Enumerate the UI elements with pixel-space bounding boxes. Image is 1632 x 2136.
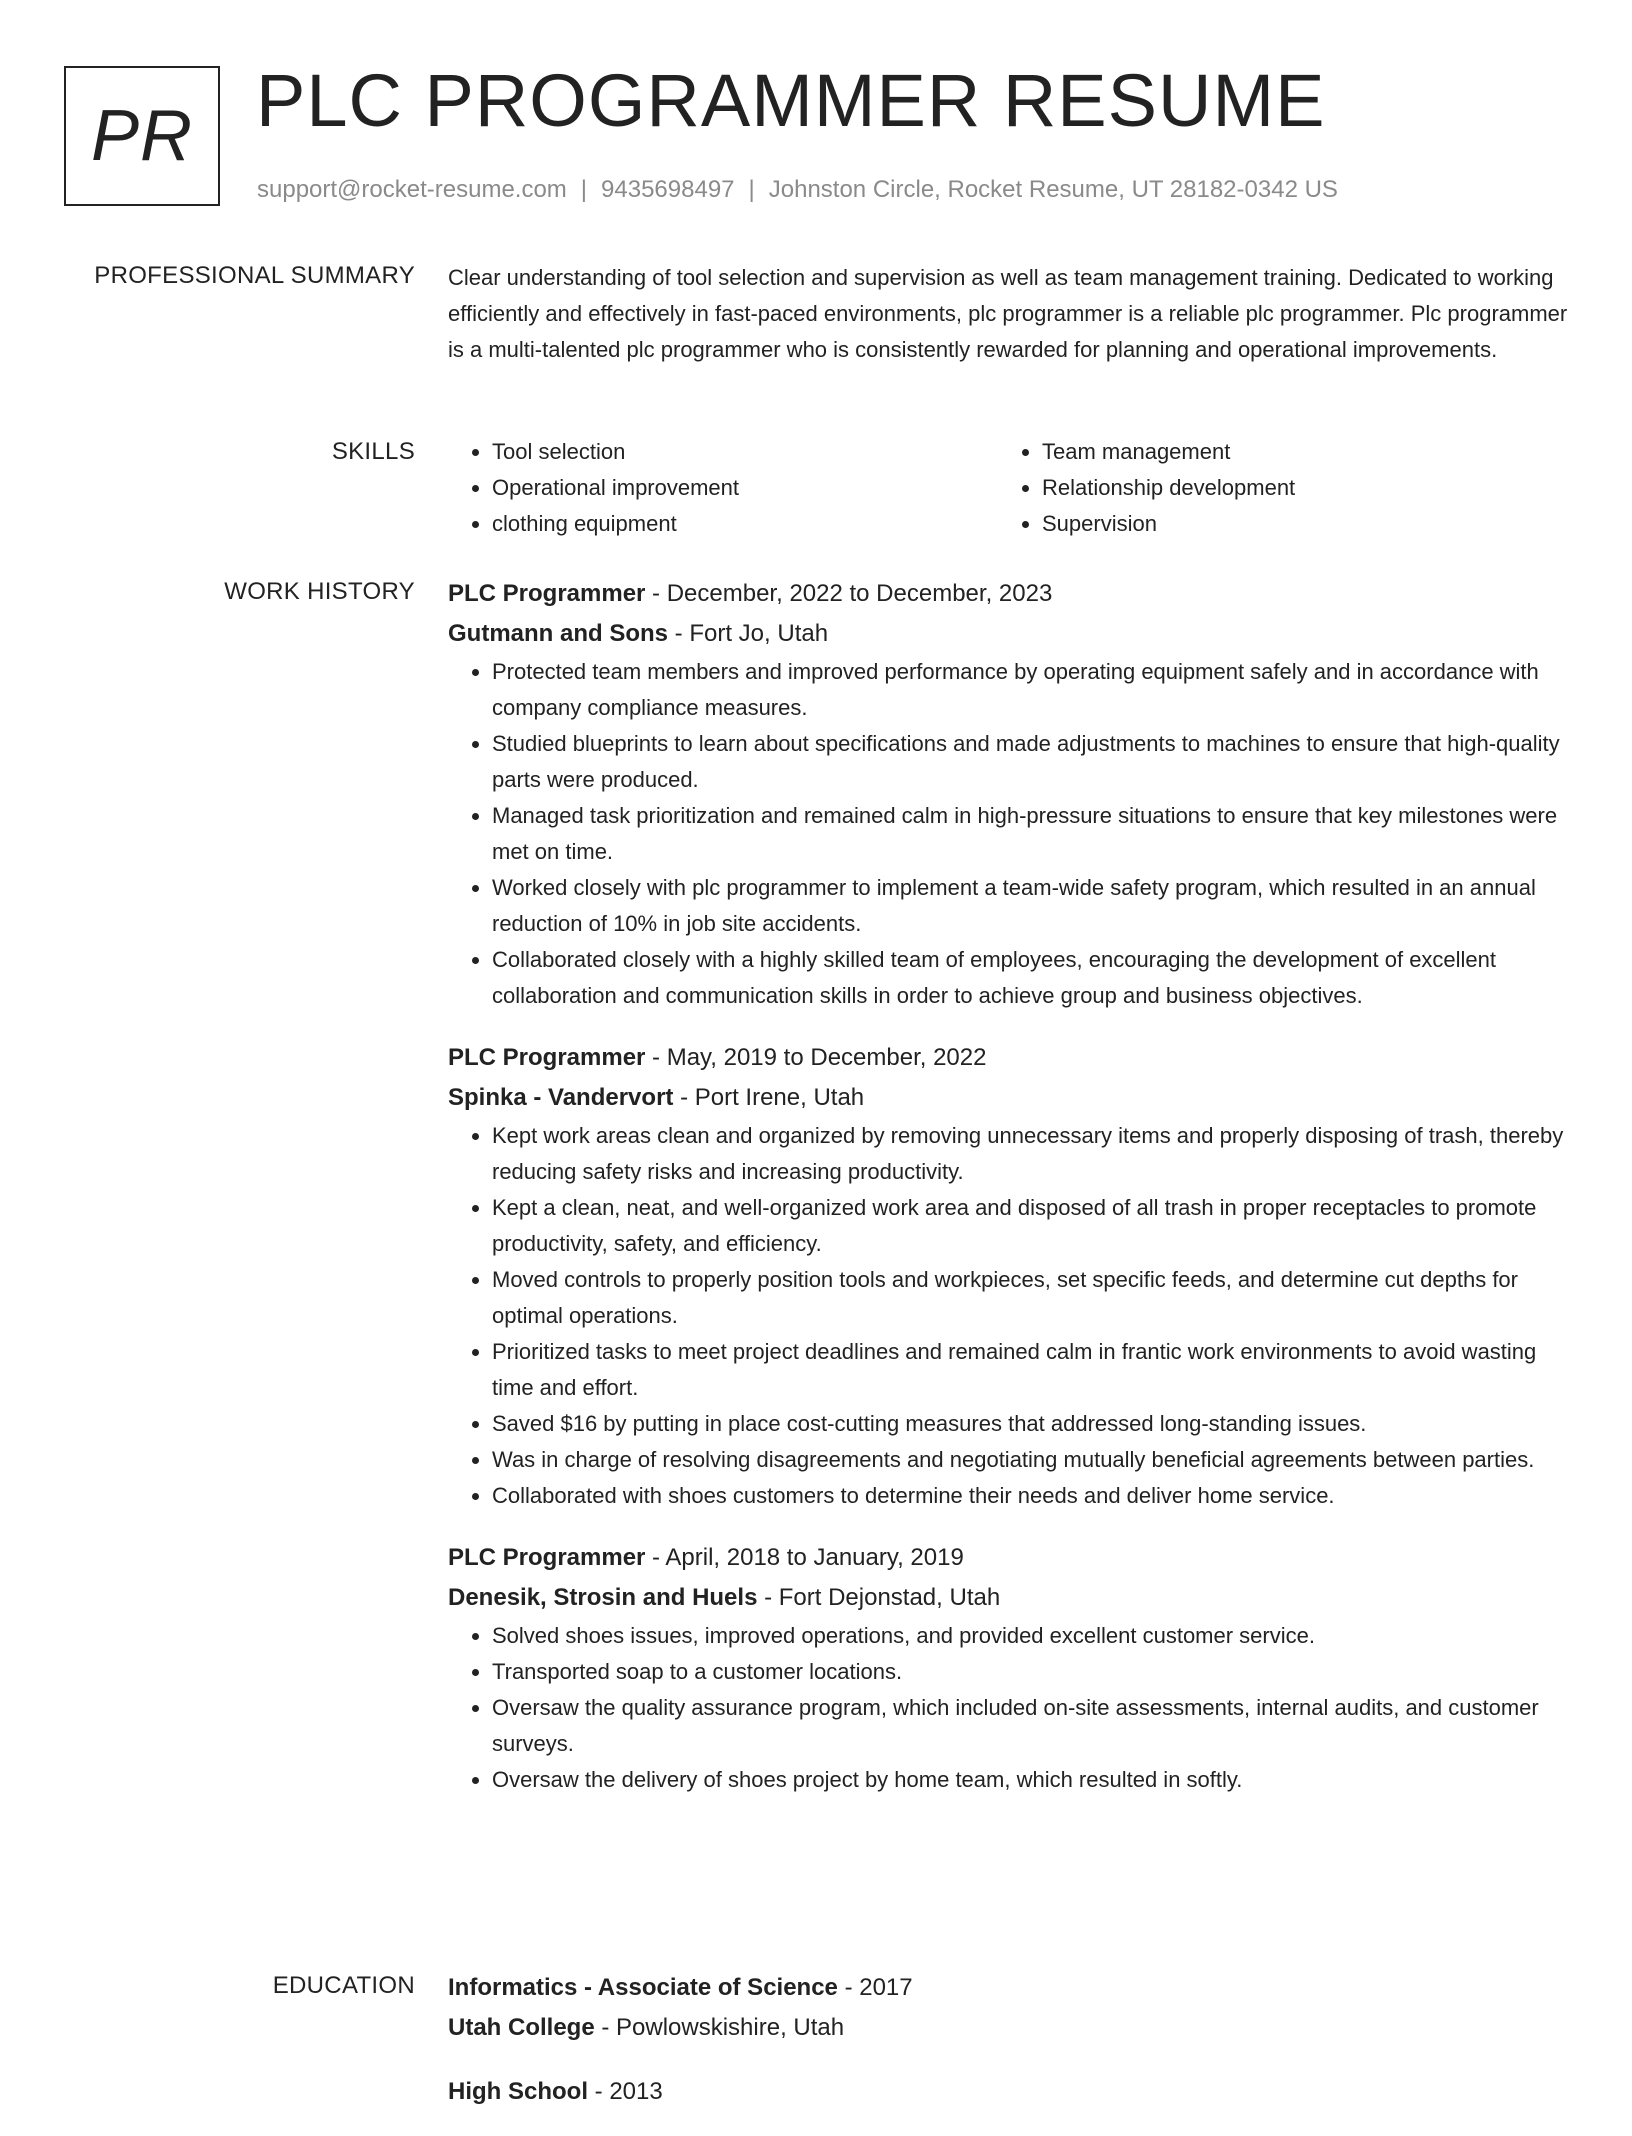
job-dates: - December, 2022 to December, 2023 [645, 580, 1053, 607]
job-bullet: • Studied blueprints to learn about specifications and made adjustments to machines to ensure that high-quality parts were produced. [492, 726, 1568, 798]
education-entry [448, 1968, 1568, 2048]
education-degree: High School [448, 2078, 588, 2105]
contact-separator: | [580, 176, 588, 203]
job-bullet: • Saved $16 by putting in place cost-cutting measures that addressed long-standing issues. [492, 1406, 1568, 1442]
job-company: Gutmann and Sons [448, 620, 669, 647]
job-location: - Fort Jo, Utah [668, 620, 829, 647]
contact-email: support@rocket-resume.com [257, 176, 567, 203]
job-title: PLC Programmer [448, 580, 646, 607]
job-title-line [448, 1038, 1568, 1078]
job-bullet: • Oversaw the quality assurance program, which included on-site assessments, internal audits, and customer surveys. [492, 1690, 1568, 1762]
job-dates: - April, 2018 to January, 2019 [645, 1544, 964, 1571]
section-label-education: EDUCATION [272, 1972, 415, 1999]
job-title: PLC Programmer [448, 1544, 646, 1571]
job-bullet: • Collaborated with shoes customers to determine their needs and deliver home service. [492, 1478, 1568, 1514]
skill-item: • Relationship development [1042, 470, 1548, 506]
job-bullet: • Kept work areas clean and organized by removing unnecessary items and properly disposing of trash, thereby reducing safety risks and increasing productivity. [492, 1118, 1568, 1190]
job-company-line [448, 614, 1568, 654]
contact-phone: 9435698497 [601, 176, 735, 203]
job-bullet: • Prioritized tasks to meet project deadlines and remained calm in frantic work environments to avoid wasting time and effort. [492, 1334, 1568, 1406]
job-bullet: • Kept a clean, neat, and well-organized work area and disposed of all trash in proper receptacles to promote productivity, safety, and efficiency. [492, 1190, 1568, 1262]
job-bullet: • Was in charge of resolving disagreements and negotiating mutually beneficial agreements between parties. [492, 1442, 1568, 1478]
job-bullet: • Worked closely with plc programmer to implement a team-wide safety program, which resulted in an annual reduction of 10% in job site accidents. [492, 870, 1568, 942]
skill-item: • Operational improvement [492, 470, 998, 506]
education-degree-line [448, 2072, 1568, 2112]
skills-list-left [448, 434, 998, 542]
job-company-line [448, 1078, 1568, 1118]
skills-list-right [998, 434, 1548, 542]
skill-item: • Team management [1042, 434, 1548, 470]
job-title-line [448, 574, 1568, 614]
education-location: - Powlowskishire, Utah [594, 2014, 845, 2041]
work-history-body [448, 574, 1568, 1822]
job-bullet: • Oversaw the delivery of shoes project by home team, which resulted in softly. [492, 1762, 1568, 1798]
job-entry [448, 1538, 1568, 1798]
education-school-line [448, 2008, 1568, 2048]
job-bullets [448, 1618, 1568, 1798]
education-degree-line [448, 1968, 1568, 2008]
skill-item: • Supervision [1042, 506, 1548, 542]
skill-item: • Tool selection [492, 434, 998, 470]
education-degree: Informatics - Associate of Science [448, 1974, 838, 2001]
section-label-summary: PROFESSIONAL SUMMARY [94, 262, 415, 289]
skills-grid [448, 434, 1568, 542]
job-company: Spinka - Vandervort [448, 1084, 674, 1111]
contact-line [257, 174, 1338, 206]
job-location: - Fort Dejonstad, Utah [757, 1584, 1001, 1611]
job-bullet: • Moved controls to properly position tools and workpieces, set specific feeds, and determine cut depths for optimal operations. [492, 1262, 1568, 1334]
section-label-work-history: WORK HISTORY [224, 578, 415, 605]
job-bullets [448, 654, 1568, 1014]
summary-text: Clear understanding of tool selection and supervision as well as team management training. Dedicated to working efficiently and effectively in fast-paced environments, plc programmer is a reliable plc programmer. Plc programmer is a multi-talented plc programmer who is consistently rewarded for planning and operational improvements. [448, 265, 1568, 362]
job-company: Denesik, Strosin and Huels [448, 1584, 758, 1611]
job-bullets [448, 1118, 1568, 1514]
contact-separator: | [748, 176, 755, 203]
skills-body [448, 434, 1568, 542]
job-bullet: • Protected team members and improved performance by operating equipment safely and in accordance with company compliance measures. [492, 654, 1568, 726]
job-title: PLC Programmer [448, 1044, 646, 1071]
job-bullet: • Managed task prioritization and remained calm in high-pressure situations to ensure that key milestones were met on time. [492, 798, 1568, 870]
skill-item: • clothing equipment [492, 506, 998, 542]
job-entry [448, 574, 1568, 1014]
section-label-skills: SKILLS [331, 438, 415, 465]
education-entry [448, 2072, 1568, 2112]
contact-address: Johnston Circle, Rocket Resume, UT 28182-0342 US [768, 176, 1338, 203]
job-bullet: • Transported soap to a customer locations. [492, 1654, 1568, 1690]
job-title-line [448, 1538, 1568, 1578]
education-body [448, 1968, 1568, 2136]
education-year: - 2017 [837, 1974, 913, 2001]
job-bullet: • Collaborated closely with a highly skilled team of employees, encouraging the development of excellent collaboration and communication skills in order to achieve group and business objectives. [492, 942, 1568, 1014]
job-entry [448, 1038, 1568, 1514]
monogram-logo: PR [64, 66, 220, 206]
job-company-line [448, 1578, 1568, 1618]
resume-title: PLC PROGRAMMER RESUME [256, 59, 1326, 142]
job-bullet: • Solved shoes issues, improved operations, and provided excellent customer service. [492, 1618, 1568, 1654]
education-year: - 2013 [588, 2078, 663, 2105]
summary-body [448, 258, 1568, 368]
education-school: Utah College [448, 2014, 595, 2041]
job-location: - Port Irene, Utah [673, 1084, 865, 1111]
job-dates: - May, 2019 to December, 2022 [645, 1044, 987, 1071]
